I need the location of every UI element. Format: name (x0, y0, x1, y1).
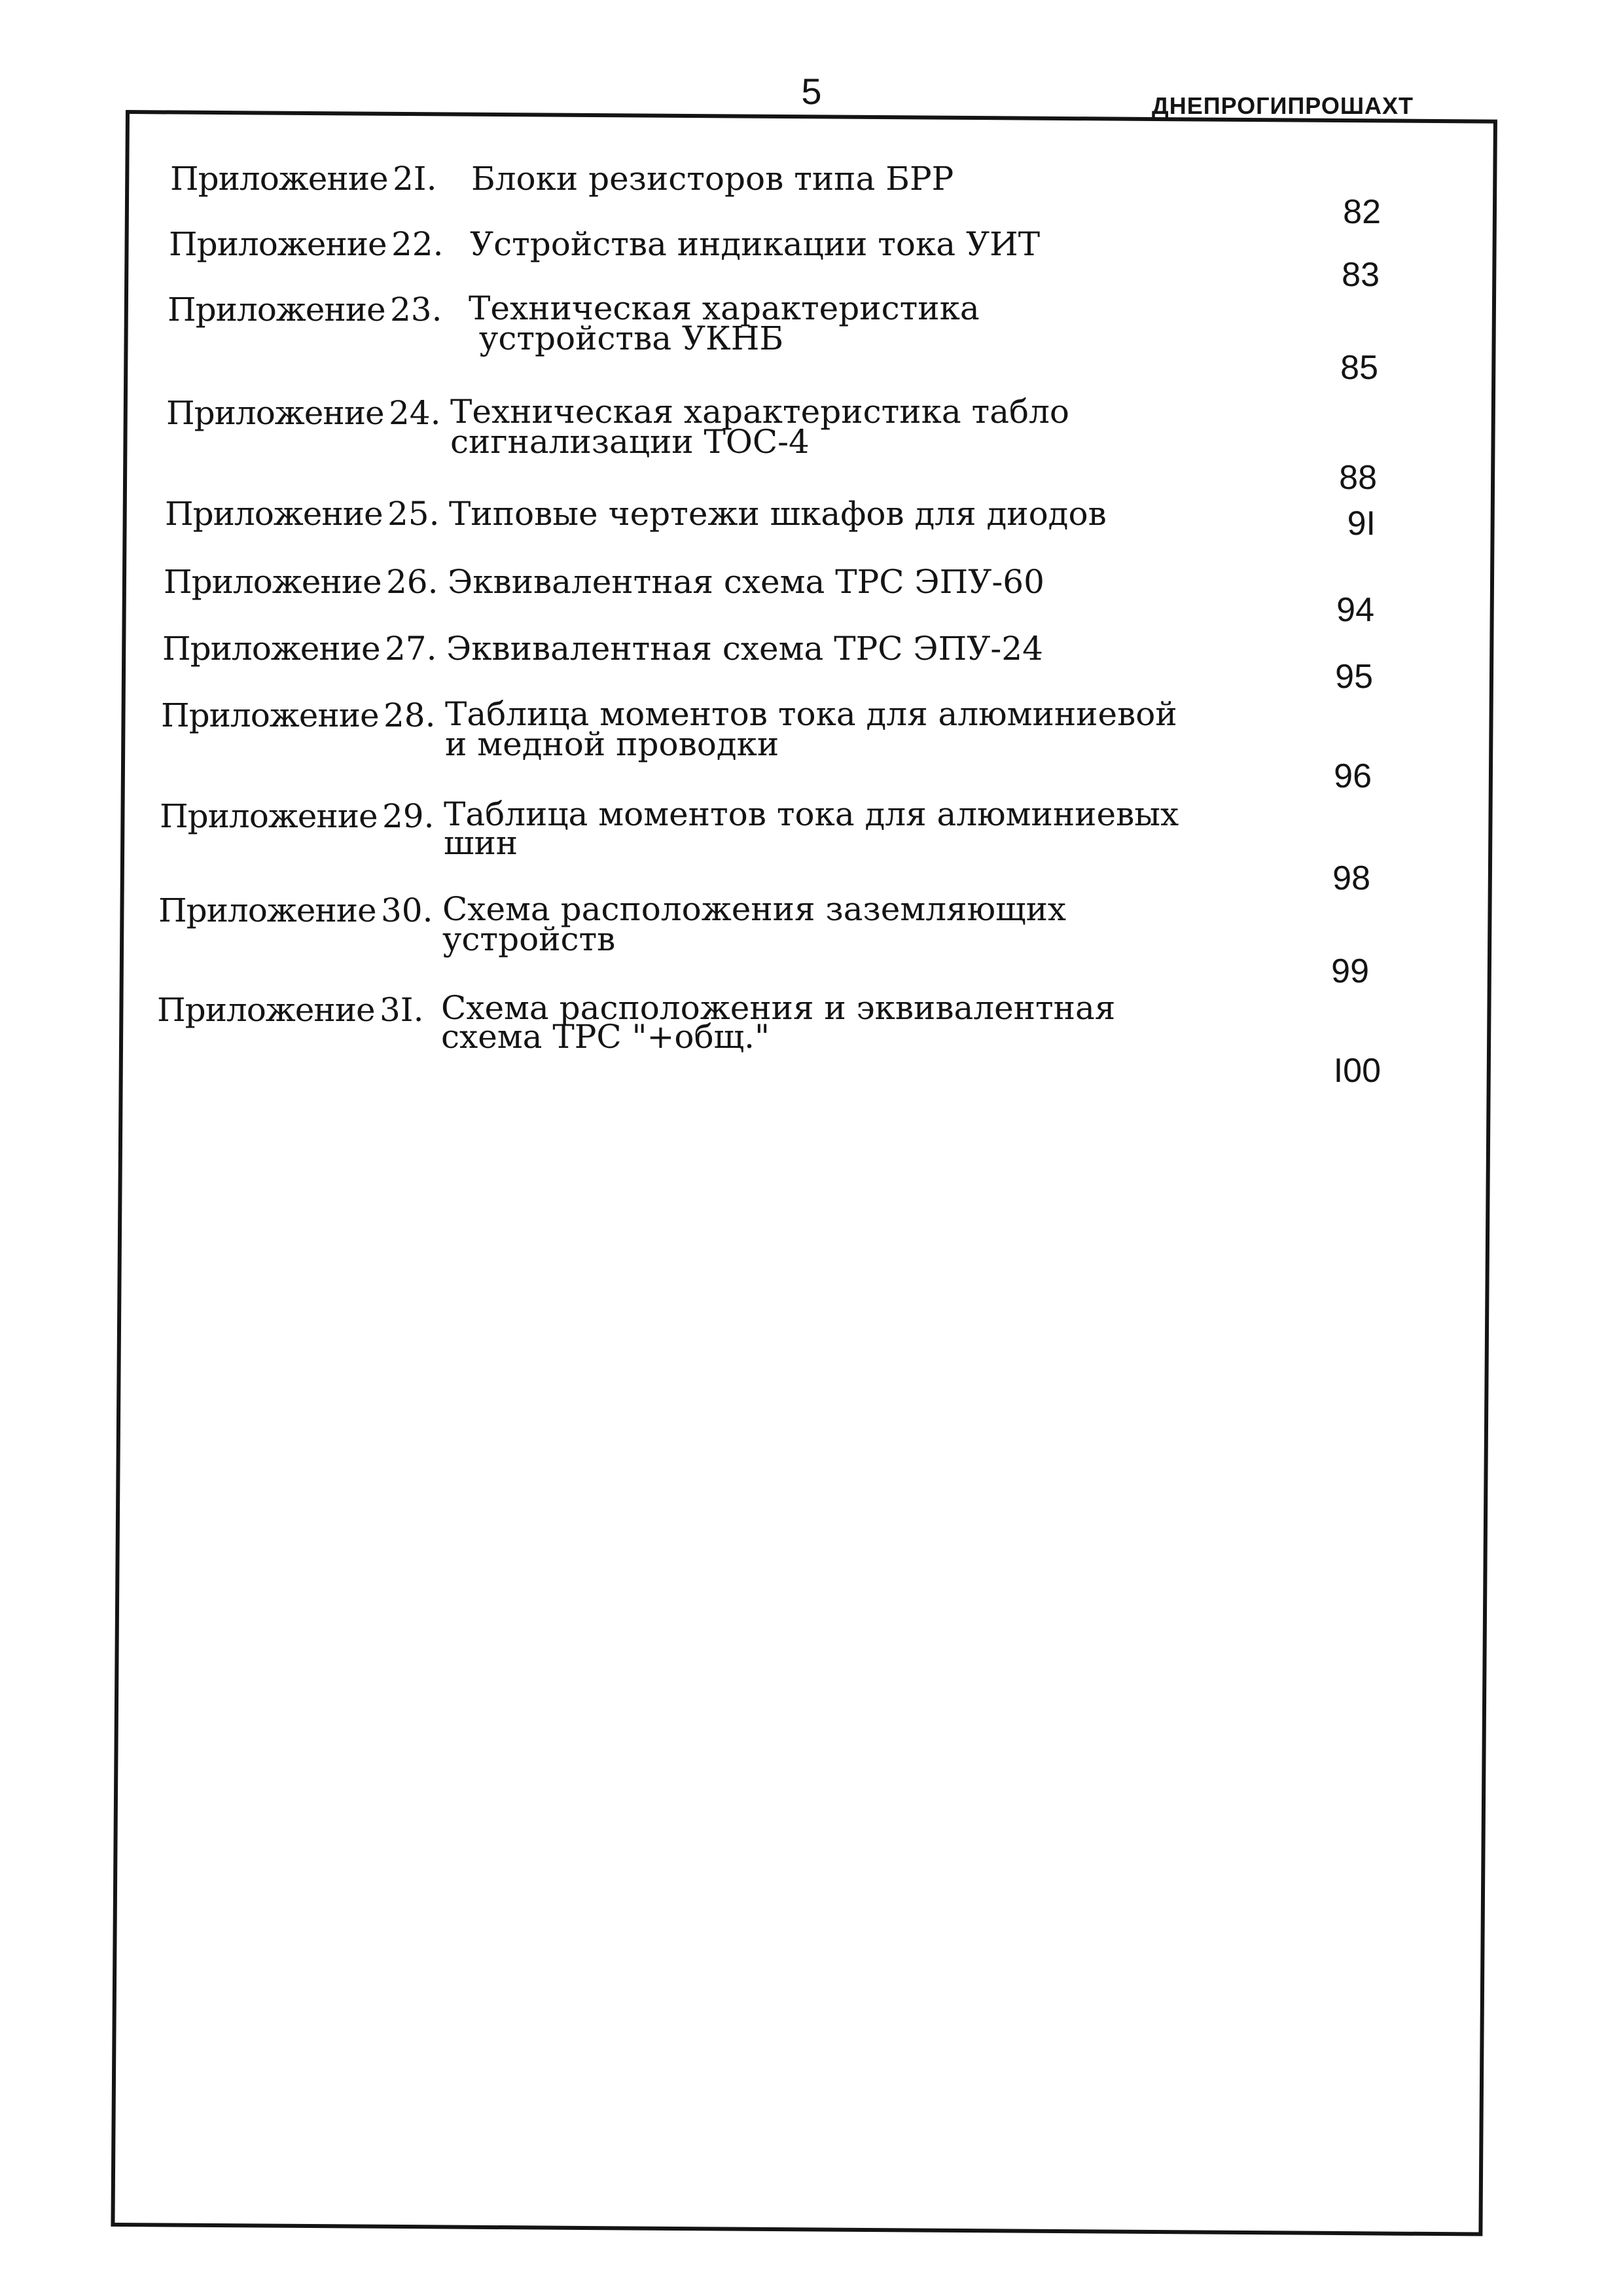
entry-number: 25. (387, 495, 440, 533)
entry-number: 22. (391, 225, 444, 263)
entry-page: 85 (1340, 349, 1378, 387)
entry-prefix: Приложение (170, 160, 388, 198)
entry-title: Техническая характеристика табло сигнализации ТОС-4 (450, 393, 1069, 461)
entry-title: Устройства индикации тока УИТ (470, 225, 1041, 263)
entry-title: Схема расположения и эквивалентная схема ТРС "+общ." (441, 989, 1116, 1056)
entry-number: 27. (385, 630, 437, 668)
entry-title: Техническая характеристика устройства УКНБ (469, 289, 980, 357)
entry-prefix: Приложение (168, 291, 385, 329)
entry-prefix: Приложение (157, 991, 375, 1029)
entry-prefix: Приложение (160, 797, 378, 835)
entry-number: 23. (390, 291, 442, 329)
page-number: 5 (801, 71, 822, 112)
entry-page: 88 (1339, 459, 1377, 497)
entry-title: Схема расположения заземляющих устройств (442, 890, 1067, 958)
entry-number: 28. (383, 696, 436, 734)
entry-number: 29. (382, 797, 435, 835)
entry-page: 9I (1347, 505, 1376, 543)
entry-number: 26. (386, 563, 438, 601)
entry-prefix: Приложение (161, 696, 379, 734)
entry-title: Таблица моментов тока для алюминиевой и медной проводки (445, 695, 1177, 763)
entry-page: 96 (1334, 757, 1372, 795)
entry-number: 2I. (393, 160, 437, 198)
entry-page: 95 (1335, 658, 1373, 696)
entry-prefix: Приложение (165, 495, 383, 533)
entry-page: 82 (1343, 193, 1381, 231)
organization-name: ДНЕПРОГИПРОШАХТ (1152, 92, 1414, 119)
entry-number: 3I. (380, 991, 424, 1029)
entry-page: 94 (1336, 591, 1374, 629)
entry-title: Эквивалентная схема ТРС ЭПУ-24 (446, 630, 1043, 668)
entry-prefix: Приложение (164, 563, 382, 601)
entry-number: 30. (381, 891, 433, 929)
entry-page: 99 (1331, 952, 1369, 990)
entry-number: 24. (389, 394, 441, 432)
entry-title: Таблица моментов тока для алюминиевых шин (444, 795, 1179, 862)
entry-page: 83 (1342, 256, 1380, 294)
entry-prefix: Приложение (162, 630, 380, 668)
entry-title: Блоки резисторов типа БРР (471, 160, 954, 198)
entry-prefix: Приложение (158, 891, 376, 929)
entry-prefix: Приложение (169, 225, 387, 263)
entry-title: Типовые чертежи шкафов для диодов (449, 495, 1107, 533)
entry-prefix: Приложение (166, 394, 384, 432)
entry-page: 98 (1332, 859, 1370, 897)
entry-page: I00 (1333, 1052, 1381, 1090)
entry-title: Эквивалентная схема ТРС ЭПУ-60 (448, 563, 1044, 601)
